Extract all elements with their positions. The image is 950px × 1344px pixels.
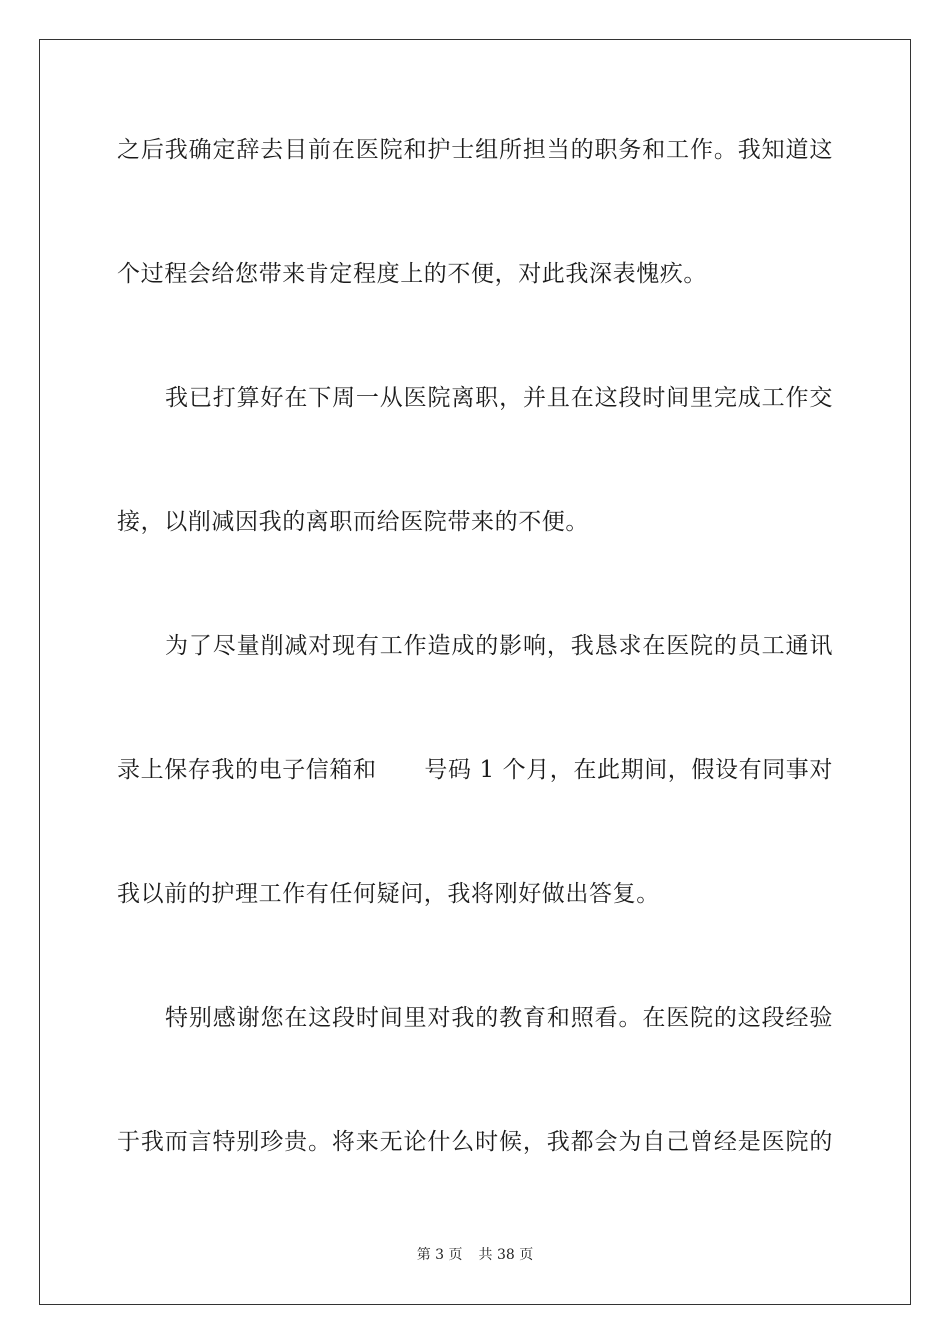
paragraph-line: 我以前的护理工作有任何疑问，我将刚好做出答复。 — [117, 881, 660, 907]
page-total: 共 38 页 — [478, 1247, 534, 1263]
paragraph-line: 个过程会给您带来肯定程度上的不便，对此我深表愧疚。 — [117, 261, 707, 287]
paragraph-line: 我已打算好在下周一从医院离职，并且在这段时间里完成工作交 — [165, 385, 833, 411]
paragraph-line: 为了尽量削减对现有工作造成的影响，我恳求在医院的员工通讯 — [165, 633, 833, 659]
paragraph-line: 特别感谢您在这段时间里对我的教育和照看。在医院的这段经验 — [165, 1005, 833, 1031]
paragraph-line-segment: 号码 1 个月，在此期间，假设有同事对 — [424, 757, 833, 783]
paragraph-line: 接，以削减因我的离职而给医院带来的不便。 — [117, 509, 589, 535]
page-footer — [0, 1246, 950, 1264]
paragraph-line: 之后我确定辞去目前在医院和护士组所担当的职务和工作。我知道这 — [117, 137, 833, 163]
page-number: 第 3 页 — [416, 1247, 463, 1263]
paragraph-line — [117, 755, 833, 785]
paragraph-line-segment: 录上保存我的电子信箱和 — [117, 757, 377, 783]
page-border — [39, 39, 911, 1305]
paragraph-line: 于我而言特别珍贵。将来无论什么时候，我都会为自己曾经是医院的 — [117, 1129, 833, 1155]
